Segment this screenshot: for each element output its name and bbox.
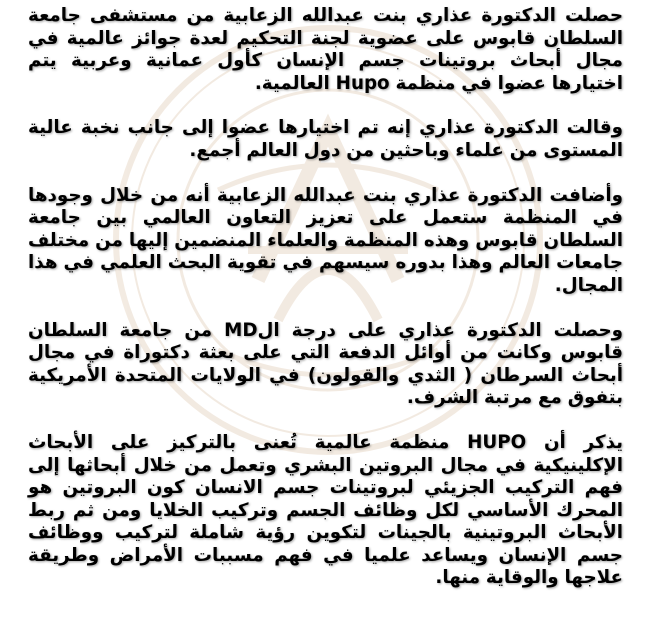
paragraph-cooperation: وأضافت الدكتورة عذاري بنت عبدالله الزعابية أنه من خلال وجودها في المنظمة ستعمل على تعزيز التعاون العالمي بين جامعة السلطان قابوس وهذه المنظمة والعلماء المنضمين إليها من مختلف جامعات العالم وهذا بدوره سيسهم في تقوية البحث العلمي في هذا المجال. [28,184,623,296]
paragraph-award: حصلت الدكتورة عذاري بنت عبدالله الزعابية من مستشفى جامعة السلطان قابوس على عضوية لجنة التحكيم لعدة جوائز عالمية في مجال أبحاث بروتينات جسم الإنسان كأول عمانية وعربية يتم اختيارها عضوا في منظمة Hupo العالمية. [28,5,623,94]
paragraph-hupo: يذكر أن HUPO منظمة عالمية تُعنى بالتركيز على الأبحاث الإكلينيكية في مجال البروتين البشري وتعمل من خلال أبحاثها إلى فهم التركيب الجزيئي لبروتينات جسم الانسان كون البروتين هو المحرك الأساسي لكل وظائف الجسم وتركيب الخلايا ومن ثم ربط الأبحاث البروتينية بالجينات لتكوين رؤية شاملة لتركيب ووظائف جسم الإنسان ويساعد علميا في فهم مسببات الأمراض وطريقة علاجها والوقاية منها. [28,431,624,589]
paragraph-selection: وقالت الدكتورة عذاري إنه تم اختيارها عضوا إلى جانب نخبة عالية المستوى من علماء وباحثين من دول العالم أجمع. [28,117,623,161]
paragraph-education: وحصلت الدكتورة عذاري على درجة الMD من جامعة السلطان قابوس وكانت من أوائل الدفعة التي على بعثة دكتوراة في مجال أبحاث السرطان ( الثدي والقولون) في الولايات المتحدة الأمريكية بتفوق مع مرتبة الشرف. [28,319,623,409]
